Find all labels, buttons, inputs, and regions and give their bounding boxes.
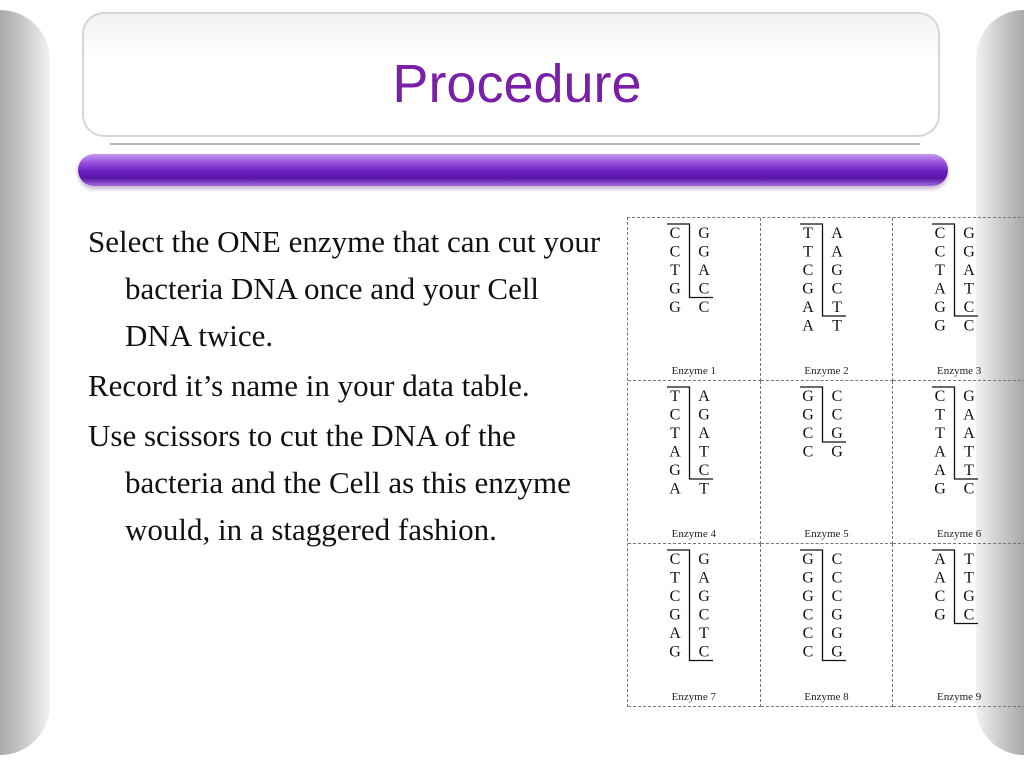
base-letter: C xyxy=(831,388,842,405)
base-letter: G xyxy=(698,225,710,242)
base-letter: G xyxy=(801,406,814,424)
base-letter: A xyxy=(669,480,681,498)
enzyme-label: Enzyme 3 xyxy=(937,365,982,377)
base-letter: A xyxy=(669,625,681,642)
base-letter: G xyxy=(669,462,681,479)
enzyme-cell xyxy=(628,544,761,707)
enzyme-cell xyxy=(893,544,1024,707)
base-letter: G xyxy=(830,262,843,279)
base-letter: C xyxy=(934,225,946,242)
base-letter: T xyxy=(935,406,946,424)
enzyme-cell xyxy=(893,381,1024,544)
base-letter: G xyxy=(698,243,710,261)
base-letter: G xyxy=(963,588,976,605)
enzyme-label: Enzyme 9 xyxy=(937,691,982,703)
base-letter: G xyxy=(830,425,843,442)
base-letter: C xyxy=(963,299,975,316)
base-letter: G xyxy=(801,588,814,605)
base-letter: C xyxy=(934,243,946,261)
base-letter: A xyxy=(698,262,710,279)
base-letter: A xyxy=(830,225,843,242)
slide-body xyxy=(88,218,608,556)
base-letter: T xyxy=(935,262,946,279)
enzyme-label: Enzyme 5 xyxy=(804,528,849,540)
enzyme-cell xyxy=(761,218,894,381)
base-letter: T xyxy=(699,625,709,642)
enzyme-label: Enzyme 6 xyxy=(937,528,982,540)
instruction-record-name: Record it’s name in your data table. xyxy=(88,368,530,403)
base-letter: G xyxy=(698,406,710,424)
enzyme-label: Enzyme 8 xyxy=(804,691,849,703)
base-letter: G xyxy=(830,443,843,461)
base-letter: T xyxy=(964,462,975,479)
enzyme-label: Enzyme 4 xyxy=(671,528,716,540)
base-letter: T xyxy=(935,425,946,442)
base-letter: C xyxy=(698,462,710,479)
instruction-select-enzyme: Select the ONE enzyme that can cut your bacteria DNA once and your Cell DNA twice. xyxy=(88,224,601,353)
enzyme-label: Enzyme 7 xyxy=(671,691,716,703)
base-letter: C xyxy=(831,406,842,424)
base-letter: C xyxy=(934,388,946,405)
enzyme-sequence xyxy=(761,218,893,380)
enzyme-label: Enzyme 1 xyxy=(671,365,716,377)
base-letter: G xyxy=(669,643,681,661)
enzyme-sequence xyxy=(893,381,1024,543)
base-letter: A xyxy=(934,551,947,568)
base-letter: C xyxy=(669,551,681,568)
slide-title: Procedure xyxy=(392,54,642,114)
base-letter: C xyxy=(802,262,813,279)
base-letter: C xyxy=(831,280,842,298)
base-letter: T xyxy=(802,243,813,261)
base-letter: C xyxy=(934,588,946,605)
base-letter: A xyxy=(698,569,710,587)
base-letter: G xyxy=(830,606,843,624)
base-letter: G xyxy=(963,225,976,242)
enzyme-sequence xyxy=(893,544,1024,706)
enzyme-cell xyxy=(628,381,761,544)
base-letter: C xyxy=(831,569,842,587)
base-letter: C xyxy=(802,643,813,661)
left-decorative-stripe xyxy=(0,10,50,755)
enzyme-grid xyxy=(627,217,1024,707)
base-letter: G xyxy=(830,625,843,642)
base-letter: C xyxy=(831,588,842,605)
base-letter: G xyxy=(669,280,681,298)
base-letter: T xyxy=(699,443,709,461)
instruction-cut-dna: Use scissors to cut the DNA of the bacteria and the Cell as this enzyme would, in a staggered fashion. xyxy=(88,418,571,547)
base-letter: A xyxy=(934,280,947,298)
base-letter: C xyxy=(698,280,710,298)
base-letter: G xyxy=(963,243,976,261)
base-letter: C xyxy=(669,243,681,261)
enzyme-cell xyxy=(761,381,894,544)
base-letter: A xyxy=(934,569,947,587)
enzyme-sequence xyxy=(628,544,760,706)
base-letter: G xyxy=(669,606,681,624)
base-letter: C xyxy=(669,225,681,242)
title-divider xyxy=(110,143,920,145)
purple-accent-bar xyxy=(78,154,948,186)
base-letter: T xyxy=(964,551,975,568)
base-letter: T xyxy=(670,425,680,442)
base-letter: A xyxy=(698,388,710,405)
base-letter: C xyxy=(831,551,842,568)
enzyme-sequence xyxy=(761,381,893,543)
base-letter: T xyxy=(670,388,680,405)
base-letter: G xyxy=(830,643,843,661)
base-letter: C xyxy=(963,606,975,624)
base-letter: A xyxy=(801,299,814,316)
base-letter: T xyxy=(964,443,975,461)
enzyme-sequence xyxy=(628,218,760,380)
base-letter: C xyxy=(802,443,813,461)
base-letter: T xyxy=(964,569,975,587)
base-letter: C xyxy=(802,625,813,642)
enzyme-cell xyxy=(893,218,1024,381)
base-letter: A xyxy=(669,443,681,461)
base-letter: T xyxy=(670,262,680,279)
base-letter: C xyxy=(698,606,710,624)
enzyme-cell xyxy=(628,218,761,381)
base-letter: C xyxy=(698,643,710,661)
base-letter: A xyxy=(698,425,710,442)
base-letter: G xyxy=(801,551,814,568)
base-letter: G xyxy=(698,551,710,568)
enzyme-sequence xyxy=(893,218,1024,380)
base-letter: T xyxy=(699,480,709,498)
base-letter: G xyxy=(963,388,976,405)
base-letter: C xyxy=(802,425,813,442)
base-letter: A xyxy=(934,462,947,479)
base-letter: C xyxy=(802,606,813,624)
base-letter: G xyxy=(801,569,814,587)
base-letter: T xyxy=(831,317,842,335)
base-letter: T xyxy=(964,280,975,298)
base-letter: A xyxy=(934,443,947,461)
base-letter: A xyxy=(963,262,976,279)
enzyme-sequence xyxy=(761,544,893,706)
base-letter: G xyxy=(934,317,947,335)
base-letter: C xyxy=(963,480,975,498)
base-letter: T xyxy=(802,225,813,242)
base-letter: C xyxy=(669,588,681,605)
base-letter: G xyxy=(934,606,947,624)
enzyme-sequence xyxy=(628,381,760,543)
enzyme-label: Enzyme 2 xyxy=(804,365,849,377)
base-letter: C xyxy=(698,299,710,316)
base-letter: G xyxy=(698,588,710,605)
base-letter: C xyxy=(963,317,975,335)
enzyme-cell xyxy=(761,544,894,707)
base-letter: G xyxy=(801,388,814,405)
base-letter: A xyxy=(801,317,814,335)
base-letter: G xyxy=(934,480,947,498)
base-letter: T xyxy=(831,299,842,316)
base-letter: A xyxy=(830,243,843,261)
base-letter: G xyxy=(934,299,947,316)
base-letter: G xyxy=(801,280,814,298)
base-letter: A xyxy=(963,406,976,424)
base-letter: T xyxy=(670,569,680,587)
base-letter: C xyxy=(669,406,681,424)
base-letter: G xyxy=(669,299,681,316)
base-letter: A xyxy=(963,425,976,442)
